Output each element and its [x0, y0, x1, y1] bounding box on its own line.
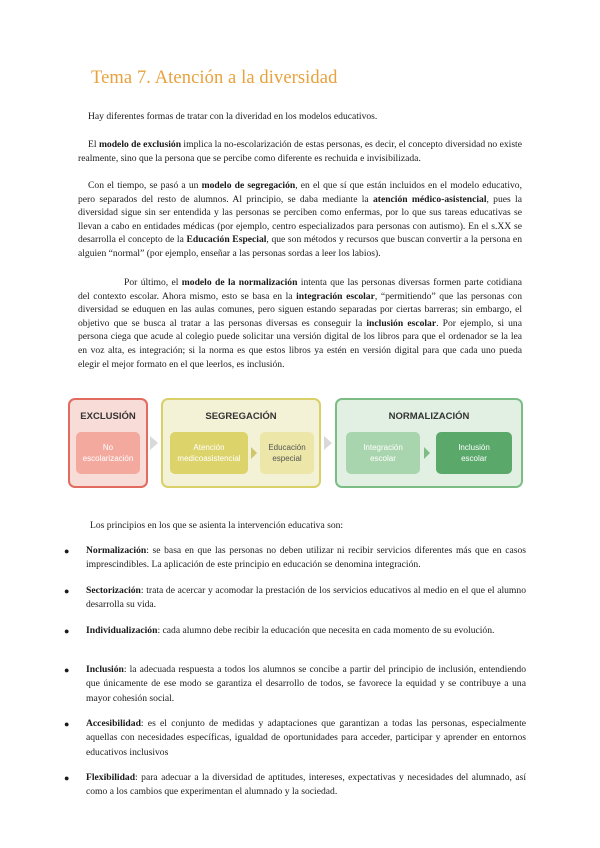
normalizacion-item2-line2: escolar: [461, 454, 487, 463]
bullet-icon: ●: [64, 665, 70, 675]
term-integracion-escolar: integración escolar: [296, 290, 375, 302]
paragraph-exclusion: El modelo de exclusión implica la no-escolarización de estas personas, es decir, el concepto diversidad no existe realmente, sino que la persona que se percibe como diferente es rechuida e invisibilizada.: [78, 139, 522, 164]
principle-term: Individualización: [86, 625, 158, 636]
paragraph-segregation: Con el tiempo, se pasó a un modelo de segregación, en el que sí que están incluidos en el modelo educativo, pero separados del resto de alumnos. Al principio, se daba mediante la atención médico-asistencial, pues la diversidad sigue sin ser entendida y las personas se perciben como enfermas, por lo que sus tareas educativas se llevan a cabo en entidades médicas (por ejemplo, centro especializados para personas con autismo). En el s.XX se desarrolla el concepto de la Educación Especial, que son métodos y recursos que buscan convertir a la persona en alguien “normal” (por ejemplo, enseñar a las personas sordas a leer los labios).: [78, 180, 522, 259]
principle-term: Accesibilidad: [86, 718, 141, 729]
exclusion-item-line2: escolarización: [82, 454, 134, 463]
term-educacion-especial: Educación Especial: [186, 234, 267, 246]
normalizacion-item2-line1: Inclusión: [458, 443, 490, 452]
segregacion-item2-line1: Educación: [268, 443, 306, 452]
bullet-icon: ●: [64, 719, 70, 729]
principle-term: Inclusión: [86, 664, 124, 675]
models-diagram: [68, 398, 524, 490]
bullet-icon: ●: [64, 773, 70, 783]
term-inclusion-escolar: inclusión escolar: [366, 317, 437, 329]
bullet-icon: ●: [64, 626, 70, 636]
bullet-icon: ●: [64, 586, 70, 596]
principle-term: Sectorización: [86, 585, 141, 596]
document-page: Tema 7. Atención a la diversidad Hay diferentes formas de tratar con la diveridad en los modelos educativos. El modelo de exclusión implica la no-escolarización de estas personas, es decir, el concepto diversidad no existe realmente, sino que la persona que se percibe como diferente es rechuida e invisibilizada. Con el tiempo, se pasó a un modelo de segregación, en el que sí que están incluidos en el modelo educativo, pero separados del resto de alumnos. Al principio, se daba mediante la atención médico-asistencial, pues la diversidad sigue sin ser entendida y las personas se perciben como enfermas, por lo que sus tareas educativas se llevan a cabo en entidades médicas (por ejemplo, centro especializados para personas con autismo). En el s.XX se desarrolla el concepto de la Educación Especial, que son métodos y recursos que buscan convertir a la persona en alguien “normal” (por ejemplo, enseñar a las personas sordas a leer los labios). Por último, el modelo de la normalización intenta que las personas diversas formen parte cotidiana del contexto escolar. Ahora mismo, esto se basa en la integración escolar, “permitiendo” que las personas con diversidad se eduquen en las aulas comunes, pero siguen estando separadas por ciertas barreras; sin embargo, el objetivo que se busca al tratar a las personas diversas es conseguir la inclusión escolar. Por ejemplo, si una persona ciega que acude al colegio puede solicitar una versión digital de los libros para que el ordenador se la lea en voz alta, es integración; si la norma es que estos libros ya estén en versión digital para que cada uno pueda elegir el mejor formato en el que leerlos, es inclusión. EXCLUSIÓN No escolarización SEGREGACIÓN Atención medicoasistencial Educación especial NORMALIZACIÓN Integración escolar Inclusión escolar Los principios en los que se asienta la intervención educativa son: ● Normalización: se basa en que las personas no deben utilizar ni recibir servicios diferentes más que en casos imprescindibles. La aplicación de este principio en educación se denomina integración. ● Sectorización: trata de acercar y acomodar la prestación de los servicios educativos al medio en el que el alumno desarrolla su vida. ● Individualización: cada alumno debe recibir la educación que necesita en cada momento de su evolución. ● Inclusión: la adecuada respuesta a todos los alumnos se concibe a partir del principio de inclusión, entendiendo que únicamente de ese modo se garantiza el desarrollo de todos, se favorece la equidad y se contribuye a una mayor cohesión social. ● Accesibilidad: es el conjunto de medidas y adaptaciones que garantizan a todas las personas, especialmente aquellas con necesidades específicas, igualdad de oportunidades para acceder, participar y aprender en entornos educativos inclusivos ● Flexibilidad: para adecuar a la diversidad de aptitudes, intereses, expectativas y necesidades del alumnado, así como a los cambios que experimentan el alumnado y la sociedad.: [64, 68, 526, 798]
term-modelo-segregacion: modelo de segregación: [201, 180, 296, 191]
segregacion-item2-line2: especial: [272, 454, 302, 463]
term-modelo-exclusion: modelo de exclusión: [98, 139, 182, 150]
bullet-icon: ●: [64, 546, 70, 556]
normalizacion-item1-line1: Integración: [363, 443, 403, 452]
principle-term: Normalización: [86, 545, 147, 556]
page-title: Tema 7. Atención a la diversidad: [91, 68, 338, 88]
paragraph-intro: Hay diferentes formas de tratar con la diveridad en los modelos educativos.: [88, 111, 378, 122]
segregacion-item1-line1: Atención: [193, 443, 225, 452]
paragraph-normalization: Por último, el modelo de la normalización intenta que las personas diversas formen parte cotidiana del contexto escolar. Ahora mismo, esto se basa en la integración escolar, “permitiendo” que las personas con diversidad se eduquen en las aulas comunes, pero siguen estando separadas por ciertas barreras; sin embargo, el objetivo que se busca al tratar a las personas diversas es conseguir la inclusión escolar. Por ejemplo, si una persona ciega que acude al colegio puede solicitar una versión digital de los libros para que el ordenador se la lea en voz alta, es integración; si la norma es que estos libros ya estén en versión digital para que cada uno pueda elegir el mejor formato en el que leerlos, es inclusión.: [78, 277, 522, 370]
arrow-icon: [150, 436, 158, 450]
exclusion-item-line1: No: [102, 443, 114, 452]
normalizacion-header: NORMALIZACIÓN: [388, 411, 470, 422]
principle-term: Flexibilidad: [86, 772, 136, 783]
segregacion-header: SEGREGACIÓN: [205, 411, 277, 422]
term-modelo-normalizacion: modelo de la normalización: [181, 277, 298, 288]
exclusion-panel: [69, 399, 147, 487]
normalizacion-item1-line2: escolar: [370, 454, 396, 463]
arrow-icon: [324, 436, 332, 450]
segregacion-panel: [162, 399, 320, 487]
segregacion-item1-line2: medicoasistencial: [177, 454, 241, 463]
normalizacion-panel: [336, 399, 522, 487]
term-atencion-medico-asistencial: atención médico-asistencial: [372, 193, 487, 205]
principles-intro: Los principios en los que se asienta la intervención educativa son:: [90, 520, 344, 531]
exclusion-header: EXCLUSIÓN: [80, 411, 136, 422]
